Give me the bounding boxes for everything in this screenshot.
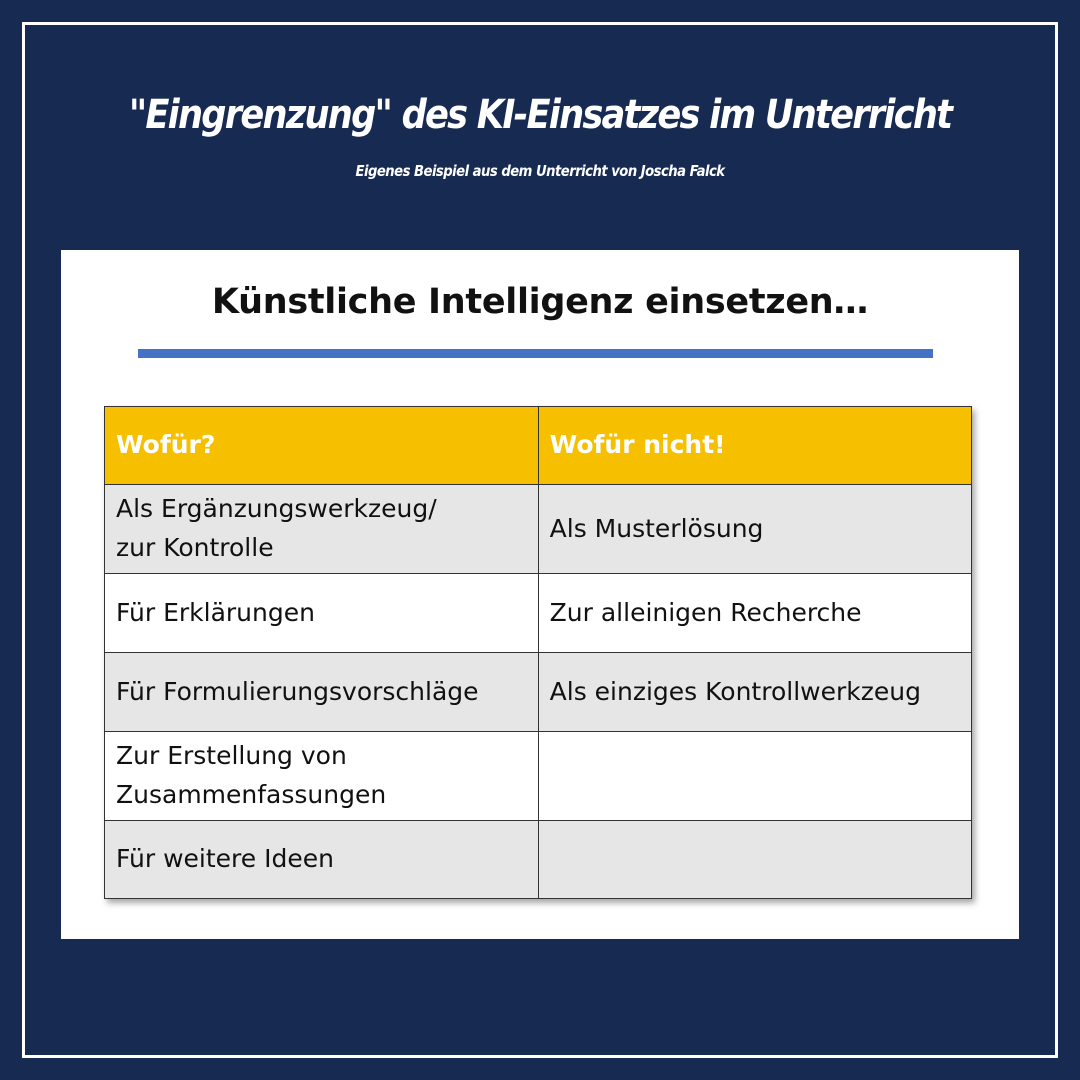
table-cell-empty bbox=[538, 732, 971, 821]
table-row bbox=[105, 485, 972, 574]
slide-card bbox=[61, 250, 1019, 939]
cell-text: Als einziges Kontrollwerkzeug bbox=[549, 676, 921, 706]
page-subtitle: Eigenes Beispiel aus dem Unterricht von Joscha Falck bbox=[355, 162, 725, 180]
cell-text: Als Ergänzungswerkzeug/ zur Kontrolle bbox=[116, 494, 437, 562]
cell-text: Als Musterlösung bbox=[549, 513, 764, 543]
cell-text: Für Formulierungsvorschläge bbox=[116, 676, 479, 706]
comparison-table bbox=[104, 406, 972, 899]
page-title: "Eingrenzung" des KI-Einsatzes im Unterricht bbox=[128, 92, 952, 138]
table-row bbox=[105, 574, 972, 653]
table-cell bbox=[105, 732, 539, 821]
table-cell bbox=[105, 574, 539, 653]
table-cell bbox=[105, 485, 539, 574]
table-header-row bbox=[105, 407, 972, 485]
table-cell bbox=[105, 653, 539, 732]
table-row bbox=[105, 821, 972, 899]
slide-heading: Künstliche Intelligenz einsetzen… bbox=[211, 282, 869, 322]
table-row bbox=[105, 653, 972, 732]
cell-text: Für Erklärungen bbox=[116, 597, 315, 627]
table-row bbox=[105, 732, 972, 821]
cell-text: Für weitere Ideen bbox=[116, 844, 334, 874]
table-cell-empty bbox=[538, 821, 971, 899]
cell-text: Zur Erstellung von Zusammenfassungen bbox=[116, 741, 387, 809]
table-cell bbox=[538, 653, 971, 732]
cell-text: Zur alleinigen Recherche bbox=[549, 597, 862, 627]
table-cell bbox=[105, 821, 539, 899]
accent-bar bbox=[138, 349, 933, 358]
header-cell-wofuer: Wofür? bbox=[105, 407, 539, 485]
header-cell-wofuer-nicht: Wofür nicht! bbox=[538, 407, 971, 485]
table-cell bbox=[538, 574, 971, 653]
table-cell bbox=[538, 485, 971, 574]
